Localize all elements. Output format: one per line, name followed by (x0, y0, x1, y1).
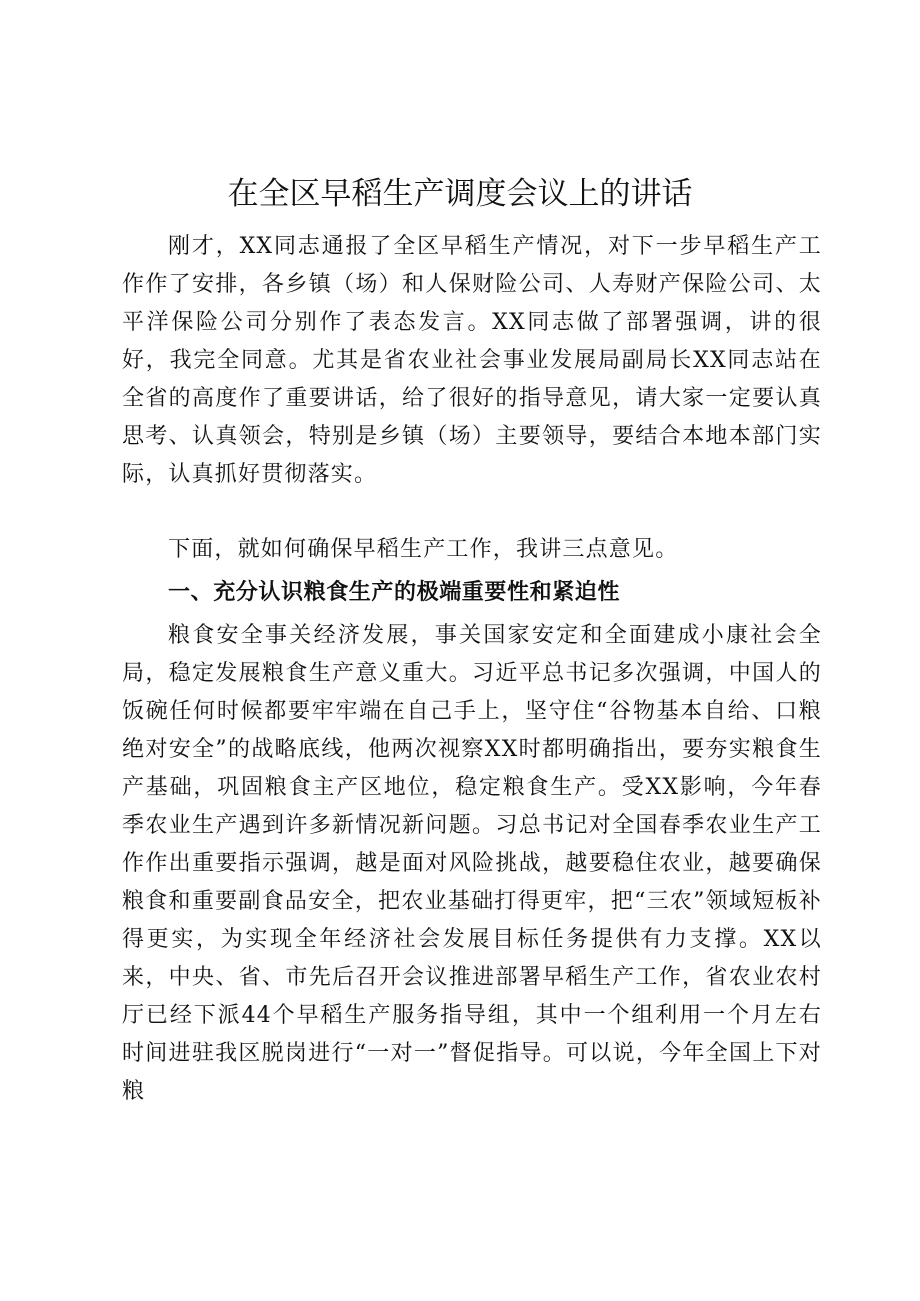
section-heading-1: 一、充分认识粮食生产的极端重要性和紧迫性 (168, 580, 621, 605)
paragraph-transition: 下面，就如何确保早稻生产工作，我讲三点意见。 (168, 537, 679, 562)
document-title: 在全区早稻生产调度会议上的讲话 (227, 176, 693, 212)
paragraph-opening: 刚才，XX同志通报了全区早稻生产情况，对下一步早稻生产工作作了安排，各乡镇（场）和人保财险公司、人寿财产保险公司、太平洋保险公司分别作了表态发言。XX同志做了部署强调，讲的很好，我完全同意。尤其是省农业社会事业发展局副局长XX同志站在全省的高度作了重要讲话，给了很好的指导意见，请大家一定要认真思考、认真领会，特别是乡镇（场）主要领导，要结合本地本部门实际，认真抓好贯彻落实。 (122, 234, 822, 487)
paragraph-section-1: 粮食安全事关经济发展，事关国家安定和全面建成小康社会全局，稳定发展粮食生产意义重大。习近平总书记多次强调，中国人的饭碗任何时候都要牢牢端在自己手上，坚守住“谷物基本自给、口粮绝对安全”的战略底线，他两次视察XX时都明确指出，要夯实粮食生产基础，巩固粮食主产区地位，稳定粮食生产。受XX影响，今年春季农业生产遇到许多新情况新问题。习总书记对全国春季农业生产工作作出重要指示强调，越是面对风险挑战，越要稳住农业，越要确保粮食和重要副食品安全，把农业基础打得更牢，把“三农”领域短板补得更实，为实现全年经济社会发展目标任务提供有力支撑。XX以来，中央、省、市先后召开会议推进部署早稻生产工作，省农业农村厅已经下派44个早稻生产服务指导组，其中一个组利用一个月左右时间进驻我区脱岗进行“一对一”督促指导。可以说，今年全国上下对粮 (122, 623, 822, 1104)
